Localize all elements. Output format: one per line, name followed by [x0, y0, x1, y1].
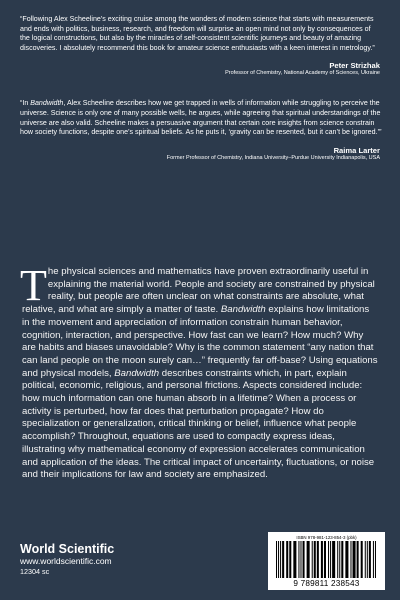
endorsement-author: Peter Strizhak [329, 61, 380, 71]
barcode-bar [345, 541, 348, 578]
book-title: Bandwidth [220, 304, 266, 316]
endorsements-section [0, 0, 400, 262]
barcode-bar [298, 541, 299, 578]
barcode-bar [357, 541, 359, 578]
isbn-label: ISBN 978-981-123-854-3 (pbk) [296, 535, 357, 540]
quote-text: , Alex Scheeline describes how we get trapped in wells of information while struggling to perceive the universe. Science is only one of many possible wells, he argues, while agreeing that spiritual understandings of the universe are also valid. Scheeline makes a persuasive argument that certain core insights from science constrain how society functions, despite one’s spiritual beliefs. As he puts it, ‘gravity can be resented, but it can’t be ignored.’” [20, 99, 382, 137]
description-part: explains how limitations in the movement and appreciation of information constrain human behavior, cognition, interaction, and perspective. How fast can we learn? How much? Why are habits and biases unavoidable? Why is the common statement “any nation that can land people on the moon surely can…” frequently far off-base? Using equations and physical models, [22, 304, 378, 379]
description-text [20, 261, 378, 482]
barcode-bar [330, 541, 331, 578]
barcode-bar [328, 541, 329, 578]
publisher-code: 12304 sc [20, 567, 50, 576]
endorsement-strizhak [20, 15, 382, 77]
endorsement-quote: “Following Alex Scheeline’s exciting cruise among the wonders of modern science that starts with measurements and ends with politics, business, research, and freedom will surprise an open mind not only by consequences of the logical constructions, but also by the miracles of self-consistent scientific journeys and beauty of amazing discoveries. I absolutely recommend this book for amateur science enthusiasts with a keen interest in metrology.” [20, 15, 375, 52]
description-part: he physical sciences and mathematics have proven extraordinarily useful in explaining the material world. People and society are constrained by physical reality, but people are often unclear on what constraints are absolute, what relative, and what are simply a matter of taste. [22, 266, 375, 316]
endorsement-affiliation: Professor of Chemistry, National Academy of Sciences, Ukraine [225, 70, 380, 77]
barcode-bar [375, 541, 376, 578]
publisher-name: World Scientific [20, 542, 115, 556]
endorsement-quote [20, 99, 382, 137]
barcode-bar [350, 541, 351, 578]
endorsement-author: Raima Larter [333, 145, 380, 155]
barcode-bar [321, 541, 323, 578]
barcode-bars [272, 541, 381, 578]
isbn-barcode [268, 532, 385, 590]
publisher-block [20, 542, 114, 576]
barcode-bar [286, 541, 288, 578]
barcode-bar [303, 541, 305, 578]
barcode-bar [282, 541, 284, 578]
publisher-url: www.worldscientific.com [20, 556, 112, 566]
barcode-bar [369, 541, 371, 578]
barcode-bar [373, 541, 374, 578]
barcode-bar [339, 541, 340, 578]
barcode-bar [367, 541, 368, 578]
barcode-bar [280, 541, 281, 578]
barcode-bar [361, 541, 363, 578]
endorsement-affiliation: Former Professor of Chemistry, Indiana University–Purdue University Indianapolis, USA [166, 154, 380, 161]
barcode-bar [341, 541, 343, 578]
barcode-bar [353, 541, 356, 578]
book-title: Bandwidth [114, 367, 160, 379]
barcode-bar [337, 541, 338, 578]
barcode-bar [293, 541, 296, 578]
endorsement-larter [20, 99, 382, 161]
book-title: Bandwidth [30, 99, 64, 108]
barcode-bar [365, 541, 366, 578]
barcode-bar [276, 541, 277, 578]
barcode-bar [332, 541, 335, 578]
barcode-bar [307, 541, 310, 578]
book-description [0, 261, 400, 482]
drop-cap: T [20, 261, 47, 310]
description-part: describes constraints which, in part, explain political, economic, religious, and personal frictions. Aspects considered include: how much information can one human absorb in a lifetime? When a process or activity is perturbed, how far does that perturbation propagate? How do specialization or generalization, critical thinking or belief, influence what people accomplish? Throughout, equations are used to compactly express ideas, illustrating why mathematical economy of expression accelerates communication and application of the ideas. The critical impact of uncertainty, fluctuations, or noise and their implications for law and society are emphasized. [22, 367, 375, 481]
barcode-bar [317, 541, 319, 578]
barcode-bar [312, 541, 313, 578]
quote-text: “In [20, 99, 31, 108]
barcode-bar [278, 541, 279, 578]
barcode-bar [324, 541, 326, 578]
barcode-bar [314, 541, 316, 578]
barcode-bar [300, 541, 301, 578]
barcode-bar [289, 541, 291, 578]
barcode-digits: 9 789811 238543 [293, 579, 360, 588]
